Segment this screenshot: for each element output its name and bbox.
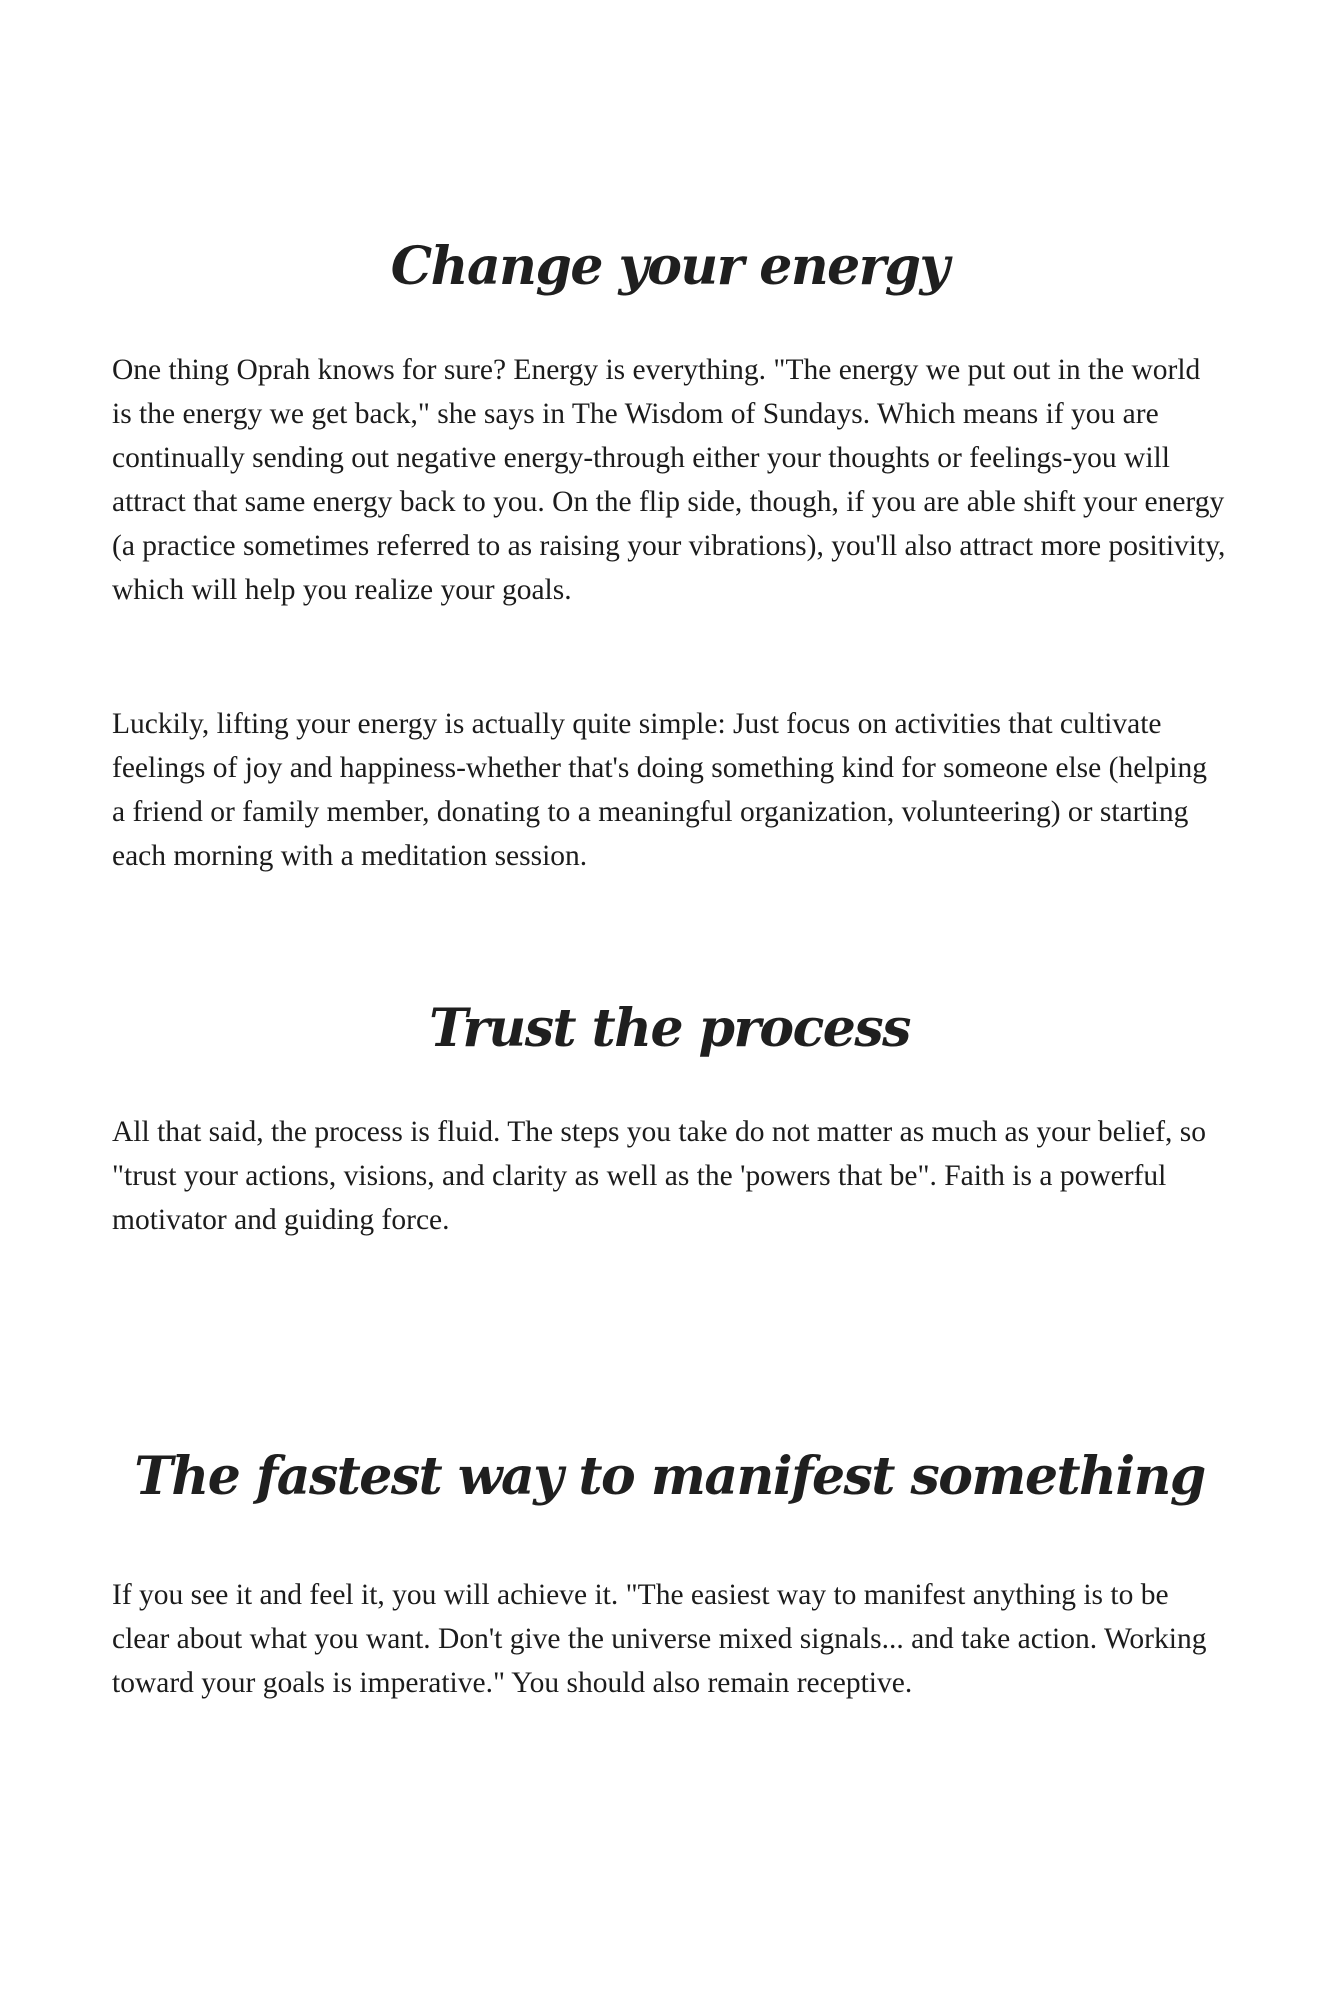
section-heading-fastest-way-to-manifest: The fastest way to manifest something — [134, 1446, 1205, 1507]
paragraph-see-it-and-feel-it: If you see it and feel it, you will achieve it. "The easiest way to manifest anything is to be clear about what you want. Don't give the universe mixed signals... and take action. Working toward your goals is imperative." You should also remain receptive. — [112, 1579, 1207, 1699]
paragraph-lifting-your-energy: Luckily, lifting your energy is actually quite simple: Just focus on activities that cultivate feelings of joy and happiness-whether that's doing something kind for someone else (helping a friend or family member, donating to a meaningful organization, volunteering) or starting each morning with a meditation session. — [112, 708, 1207, 872]
section-heading-change-your-energy: Change your energy — [390, 236, 949, 297]
section-heading-trust-the-process: Trust the process — [429, 998, 910, 1059]
paragraph-energy-is-everything: One thing Oprah knows for sure? Energy is everything. "The energy we put out in the world is the energy we get back," she says in The Wisdom of Sundays. Which means if you are continually sending out negative energy-through either your thoughts or feelings-you will attract that same energy back to you. On the flip side, though, if you are able shift your energy (a practice sometimes referred to as raising your vibrations), you'll also attract more positivity, which will help you realize your goals. — [112, 354, 1226, 606]
paragraph-process-is-fluid: All that said, the process is fluid. The steps you take do not matter as much as your belief, so "trust your actions, visions, and clarity as well as the 'powers that be". Faith is a powerful motivator and guiding force. — [112, 1116, 1207, 1236]
